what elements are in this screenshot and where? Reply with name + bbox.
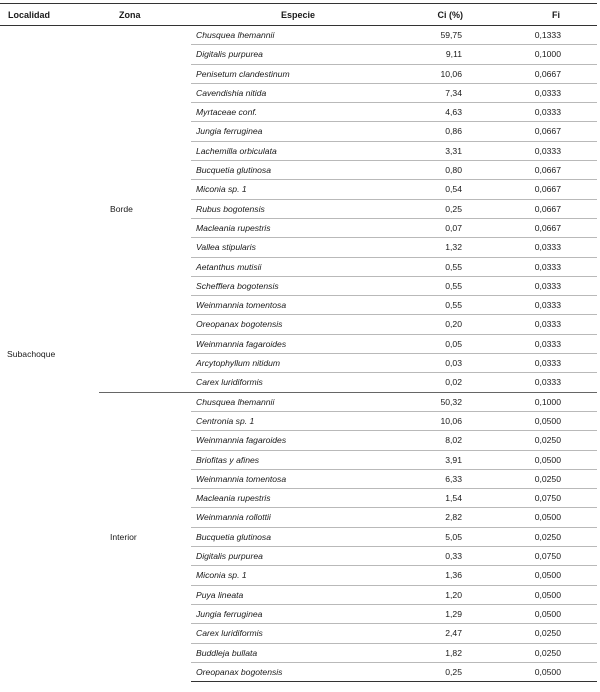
header-fi: Fi <box>474 4 597 26</box>
ci-cell: 0,05 <box>389 334 474 353</box>
especie-cell: Briofitas y afines <box>191 450 389 469</box>
fi-cell: 0,0500 <box>474 604 597 623</box>
especie-cell: Weinmannia fagaroides <box>191 431 389 450</box>
ci-cell: 0,55 <box>389 276 474 295</box>
ci-cell: 4,63 <box>389 103 474 122</box>
especie-cell: Myrtaceae conf. <box>191 103 389 122</box>
especie-cell: Puya lineata <box>191 585 389 604</box>
ci-cell: 8,02 <box>389 431 474 450</box>
ci-cell: 1,36 <box>389 566 474 585</box>
fi-cell: 0,0667 <box>474 122 597 141</box>
ci-cell: 0,54 <box>389 180 474 199</box>
especie-cell: Weinmannia tomentosa <box>191 469 389 488</box>
zona-cell: Borde <box>99 26 191 393</box>
especie-cell: Weinmannia tomentosa <box>191 296 389 315</box>
fi-cell: 0,0250 <box>474 431 597 450</box>
especie-cell: Carex luridiformis <box>191 373 389 392</box>
fi-cell: 0,0667 <box>474 64 597 83</box>
header-row <box>0 4 597 26</box>
ci-cell: 10,06 <box>389 411 474 430</box>
ci-cell: 0,07 <box>389 218 474 237</box>
ci-cell: 1,20 <box>389 585 474 604</box>
especie-cell: Rubus bogotensis <box>191 199 389 218</box>
fi-cell: 0,0750 <box>474 547 597 566</box>
especie-cell: Penisetum clandestinum <box>191 64 389 83</box>
ci-cell: 1,82 <box>389 643 474 662</box>
header-especie: Especie <box>191 4 389 26</box>
especie-cell: Jungia ferruginea <box>191 122 389 141</box>
fi-cell: 0,0333 <box>474 276 597 295</box>
especie-cell: Schefflera bogotensis <box>191 276 389 295</box>
fi-cell: 0,0333 <box>474 354 597 373</box>
fi-cell: 0,0250 <box>474 624 597 643</box>
especie-cell: Jungia ferruginea <box>191 604 389 623</box>
fi-cell: 0,0750 <box>474 489 597 508</box>
especie-cell: Weinmannia fagaroides <box>191 334 389 353</box>
header-zona: Zona <box>99 4 191 26</box>
fi-cell: 0,0333 <box>474 257 597 276</box>
fi-cell: 0,0333 <box>474 141 597 160</box>
especie-cell: Weinmannia rollottii <box>191 508 389 527</box>
fi-cell: 0,0667 <box>474 180 597 199</box>
ci-cell: 50,32 <box>389 392 474 411</box>
ci-cell: 59,75 <box>389 26 474 45</box>
ci-cell: 1,32 <box>389 238 474 257</box>
ci-cell: 3,91 <box>389 450 474 469</box>
fi-cell: 0,1333 <box>474 26 597 45</box>
ci-cell: 9,11 <box>389 45 474 64</box>
fi-cell: 0,0333 <box>474 238 597 257</box>
ci-cell: 1,54 <box>389 489 474 508</box>
fi-cell: 0,0667 <box>474 199 597 218</box>
ci-cell: 0,02 <box>389 373 474 392</box>
fi-cell: 0,1000 <box>474 392 597 411</box>
fi-cell: 0,0333 <box>474 334 597 353</box>
ci-cell: 0,25 <box>389 662 474 681</box>
fi-cell: 0,0250 <box>474 527 597 546</box>
especie-cell: Cavendishia nitida <box>191 83 389 102</box>
especie-cell: Bucquetia glutinosa <box>191 161 389 180</box>
especie-cell: Macleania rupestris <box>191 218 389 237</box>
fi-cell: 0,0333 <box>474 296 597 315</box>
ci-cell: 7,34 <box>389 83 474 102</box>
ci-cell: 0,80 <box>389 161 474 180</box>
especie-cell: Digitalis purpurea <box>191 547 389 566</box>
ci-cell: 2,47 <box>389 624 474 643</box>
especie-cell: Miconia sp. 1 <box>191 566 389 585</box>
ci-cell: 0,25 <box>389 199 474 218</box>
localidad-cell: Subachoque <box>7 348 56 359</box>
fi-cell: 0,0333 <box>474 103 597 122</box>
especie-cell: Miconia sp. 1 <box>191 180 389 199</box>
ci-cell: 0,86 <box>389 122 474 141</box>
fi-cell: 0,0500 <box>474 662 597 681</box>
fi-cell: 0,1000 <box>474 45 597 64</box>
fi-cell: 0,0333 <box>474 373 597 392</box>
especie-cell: Chusquea lhemannii <box>191 26 389 45</box>
especie-cell: Macleania rupestris <box>191 489 389 508</box>
ci-cell: 0,55 <box>389 296 474 315</box>
especie-cell: Digitalis purpurea <box>191 45 389 64</box>
especie-cell: Oreopanax bogotensis <box>191 662 389 681</box>
especie-cell: Chusquea lhemannii <box>191 392 389 411</box>
ci-cell: 1,29 <box>389 604 474 623</box>
ci-cell: 0,20 <box>389 315 474 334</box>
header-localidad: Localidad <box>0 4 99 26</box>
especie-cell: Carex luridiformis <box>191 624 389 643</box>
header-ci: Ci (%) <box>389 4 474 26</box>
ci-cell: 2,82 <box>389 508 474 527</box>
fi-cell: 0,0500 <box>474 411 597 430</box>
fi-cell: 0,0333 <box>474 315 597 334</box>
ci-cell: 3,31 <box>389 141 474 160</box>
especie-cell: Bucquetia glutinosa <box>191 527 389 546</box>
ci-cell: 0,33 <box>389 547 474 566</box>
fi-cell: 0,0500 <box>474 585 597 604</box>
fi-cell: 0,0667 <box>474 161 597 180</box>
ci-cell: 5,05 <box>389 527 474 546</box>
ci-cell: 10,06 <box>389 64 474 83</box>
ci-cell: 0,55 <box>389 257 474 276</box>
fi-cell: 0,0500 <box>474 450 597 469</box>
fi-cell: 0,0667 <box>474 218 597 237</box>
fi-cell: 0,0500 <box>474 566 597 585</box>
species-table <box>0 3 597 682</box>
especie-cell: Arcytophyllum nitidum <box>191 354 389 373</box>
ci-cell: 0,03 <box>389 354 474 373</box>
especie-cell: Centronia sp. 1 <box>191 411 389 430</box>
zona-cell: Interior <box>110 531 137 542</box>
table-body <box>0 26 597 682</box>
especie-cell: Oreopanax bogotensis <box>191 315 389 334</box>
fi-cell: 0,0333 <box>474 83 597 102</box>
fi-cell: 0,0250 <box>474 643 597 662</box>
especie-cell: Lachemilla orbiculata <box>191 141 389 160</box>
especie-cell: Aetanthus mutisii <box>191 257 389 276</box>
especie-cell: Vallea stipularis <box>191 238 389 257</box>
fi-cell: 0,0250 <box>474 469 597 488</box>
especie-cell: Buddleja bullata <box>191 643 389 662</box>
fi-cell: 0,0500 <box>474 508 597 527</box>
ci-cell: 6,33 <box>389 469 474 488</box>
table-row <box>0 26 597 45</box>
